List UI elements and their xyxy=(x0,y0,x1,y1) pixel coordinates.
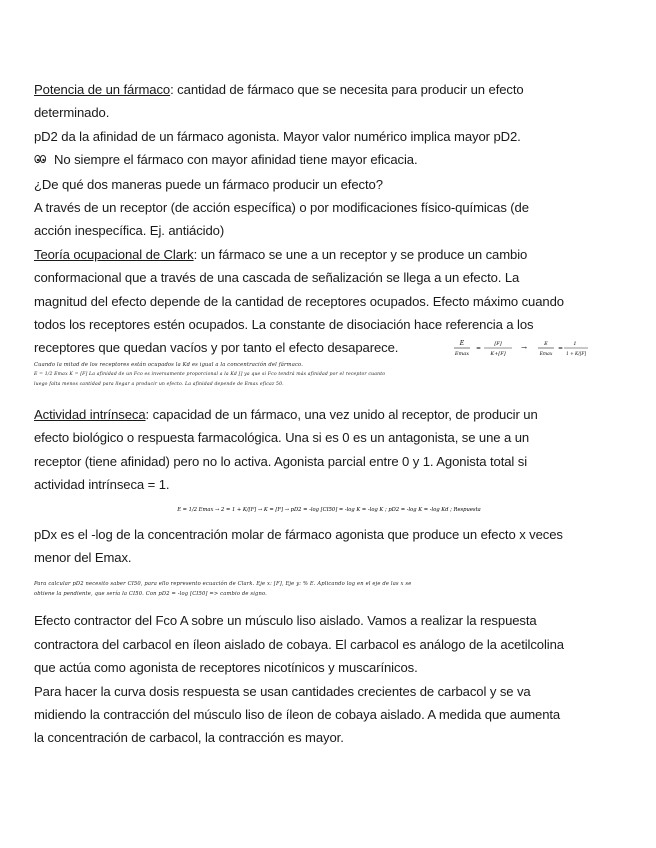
question-line: ¿De qué dos maneras puede un fármaco producir un efecto? xyxy=(34,176,383,192)
clark-line-4: todos los receptores estén ocupados. La constante de disociación hace referencia a los xyxy=(34,317,534,333)
clark-last-row xyxy=(34,336,624,359)
pd2-line: pD2 da la afinidad de un fármaco agonista. Mayor valor numérico implica mayor pD2. xyxy=(34,128,521,144)
actividad-term: Actividad intrínseca xyxy=(34,406,146,422)
spacer xyxy=(34,390,624,403)
eq-Emax2: Emax xyxy=(539,352,553,358)
actividad-line-2: efecto biológico o respuesta farmacológica. Una si es 0 es un antagonista, se une a un xyxy=(34,430,530,446)
clark-line-2: conformacional que a través de una cascada de señalización se llega a un efecto. La xyxy=(34,270,520,286)
eq-E2: E xyxy=(544,341,548,348)
actividad-line-4: actividad intrínseca = 1. xyxy=(34,477,170,493)
pdx-line-1: pDx es el -log de la concentración molar de fármaco agonista que produce un efecto x veces xyxy=(34,526,563,542)
handwritten-note-1: Cuando la mitad de los receptores están ocupados la Kd es igual a la concentración del fármaco. xyxy=(34,361,303,368)
clark-definition: : un fármaco se une a un receptor y se produce un cambio xyxy=(193,246,528,262)
warning-line xyxy=(34,148,624,172)
eq-KF: K+[F] xyxy=(490,351,506,358)
eyes-icon xyxy=(34,149,48,172)
actividad-paragraph xyxy=(34,403,624,426)
ways-line-2: acción inespecífica. Ej. antiácido) xyxy=(34,223,225,239)
handwritten-note-5: obtiene la pendiente, que sería la CI50. Con pD2 = -log [CI50] => cambio de signo. xyxy=(34,591,267,598)
pdx-line-2: menor del Emax. xyxy=(34,549,132,565)
handwritten-note-3: luego falta menos cantidad para llegar a producir un efecto. La afinidad depende de Emax eficaz 50. xyxy=(34,381,284,387)
long-formula-text: E = 1/2 Emax → 2 = 1 + K/[F] → K = [F] → pD2 = -log [CI50] = -log K = -log K ; pD2 = -log K = -log Kd ; Respuesta xyxy=(177,506,481,513)
efecto-line-3: que actúa como agonista de receptores nicotínicos y muscarínicos. xyxy=(34,660,418,676)
curva-line-2: midiendo la contracción del músculo liso de íleon de cobaya aislado. A medida que aumenta xyxy=(34,706,561,722)
spacer xyxy=(34,569,624,579)
handwritten-note-4: Para calcular pD2 necesito saber CI50, para ello represento ecuación de Clark. Eje x: [F], Eje y: % E. Aplicando log en el eje de las x se xyxy=(34,581,412,588)
clark-term: Teoría ocupacional de Clark xyxy=(34,246,194,262)
efecto-line-1: Efecto contractor del Fco A sobre un músculo liso aislado. Vamos a realizar la respuesta xyxy=(34,613,537,629)
clark-line-5: receptores que quedan vacíos y por tanto el efecto desaparece. xyxy=(34,340,399,356)
eq-arrow: → xyxy=(521,344,527,353)
svg-text:=: = xyxy=(558,345,564,353)
handwritten-note-2: E = 1/2 Emax K = [F] La afinidad de un Fco es inversamente proporcional a la Kd [] ya que si Fco tendrá más afinidad por el receptor cuanto xyxy=(34,371,386,377)
ways-line-1: A través de un receptor (de acción específica) o por modificaciones físico-químicas (de xyxy=(34,200,529,216)
curva-line-3: la concentración de carbacol, la contracción es mayor. xyxy=(34,730,344,746)
potencia-term: Potencia de un fármaco xyxy=(34,82,171,97)
eq-F: [F] xyxy=(494,341,502,348)
eq-one: 1 xyxy=(573,341,577,348)
eq-Emax: Emax xyxy=(454,351,470,358)
curva-line-1: Para hacer la curva dosis respuesta se usan cantidades crecientes de carbacol y se va xyxy=(34,683,531,699)
warning-text: No siempre el fármaco con mayor afinidad tiene mayor eficacia. xyxy=(54,152,418,168)
potencia-definition: : cantidad de fármaco que se necesita para producir un efecto xyxy=(170,82,524,97)
eq-E: E xyxy=(459,340,465,348)
eq-one-plus: 1 + K/[F] xyxy=(565,352,587,358)
svg-text:=: = xyxy=(476,345,482,353)
clark-paragraph xyxy=(34,243,624,266)
long-formula-svg xyxy=(99,501,559,515)
actividad-line-3: receptor (tiene afinidad) pero no lo activa. Agonista parcial entre 0 y 1. Agonista total si xyxy=(34,453,528,469)
potencia-paragraph xyxy=(34,78,624,101)
document-page xyxy=(34,78,624,750)
actividad-definition: : capacidad de un fármaco, una vez unido al receptor, de producir un xyxy=(145,406,538,422)
handwritten-formula xyxy=(34,501,624,515)
clark-line-3: magnitud del efecto depende de la cantidad de receptores ocupados. Efecto máximo cuando xyxy=(34,293,564,309)
potencia-line-2: determinado. xyxy=(34,105,110,121)
spacer xyxy=(34,599,624,609)
efecto-line-2: contractora del carbacol en íleon aislado de cobaya. El carbacol es análogo de la acetilcolina xyxy=(34,636,564,652)
clark-equation xyxy=(454,336,624,360)
